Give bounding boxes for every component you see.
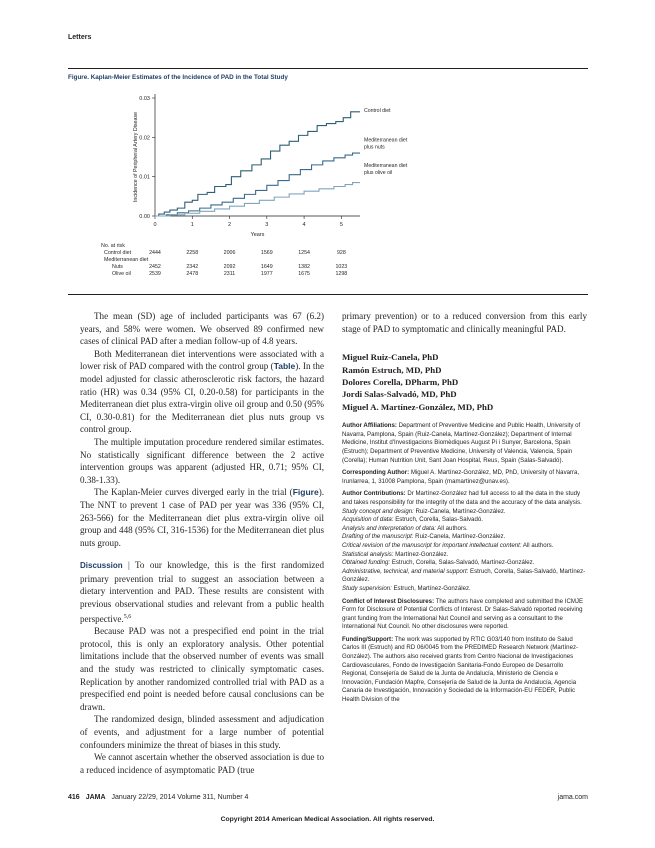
page-footer (68, 794, 248, 801)
issue-info: January 22/29, 2014 Volume 311, Number 4 (111, 794, 249, 801)
figure-title: Figure. Kaplan-Meier Estimates of the Incidence of PAD in the Total Study (68, 74, 288, 81)
reference-superscript: 5,6 (123, 613, 132, 620)
risk-table-value: 1649 (260, 264, 273, 270)
paragraph: The randomized design, blinded assessment and adjudication of events, and adjustment for a large number of potential confounders minimize the threat of biases in this study. (80, 714, 324, 750)
author-contributions: Author Contributions: Dr Martínez-González had full access to all the data in the study and takes responsibility for the integrity of the data and the accuracy of the data analysis. Study concept and design: Ruiz-Canela, Martínez-González. Acquisition of data: Estruch, Corella, Salas-Salvadó. Analysis and interpretation of data: All authors. Drafting of the manuscript: Ruiz-Canela, Martínez-González. Critical revision of the manuscript for important intellectual content: All authors. Statistical analysis: Martínez-González. Obtained funding: Estruch, Corella, Salas-Salvadó, Martínez-González. Administrative, technical, and material support: Estruch, Corella, Salas-Salvadó, Martínez-González. Study supervision: Estruch, Martínez-González. (342, 490, 586, 592)
contribution-item: Acquisition of data: Estruch, Corella, Salas-Salvadó. (342, 516, 483, 524)
contribution-item: Critical revision of the manuscript for important intellectual content: All authors. (342, 541, 554, 549)
paragraph: Discussion | To our knowledge, this is the first randomized primary prevention trial to suggest an association between a dietary intervention and PAD. These results are consistent with previous observational studies and relevant from a public health perspective.$^{5,6}$ (80, 560, 324, 624)
author-list (342, 351, 587, 413)
y-tick-label: 0.01 (139, 174, 150, 181)
x-tick-label: 0 (153, 222, 157, 228)
paragraph: The multiple imputation procedure rendered similar estimates. No statistically significant difference between the 2 active intervention groups was apparent (adjusted HR, 0.71; 95% CI, 0.38-1.33). (80, 436, 324, 485)
kaplan-meier-chart (68, 82, 588, 292)
section-label: Letters (68, 34, 92, 41)
risk-table-value: 2452 (149, 264, 161, 270)
risk-table-value: 2539 (149, 271, 161, 277)
right-column (342, 310, 587, 705)
paragraph: The Kaplan-Meier curves diverged early in the trial (Figure). The NNT to prevent 1 case of PAD per year was 336 (95% CI, 263-566) for the Mediterranean diet plus extra-virgin olive oil group and 448 (95% CI, 316-1536) for the Mediterranean diet plus nuts group. (80, 487, 324, 548)
risk-table-row-label: Mediterranean diet (104, 257, 149, 263)
figure-bottom-rule (68, 294, 588, 295)
risk-table-value: 2006 (223, 250, 236, 256)
risk-table-value: 1023 (335, 264, 348, 270)
risk-table-value: 1254 (298, 250, 310, 256)
risk-table-value: 1382 (298, 264, 310, 270)
risk-table-value: 1675 (298, 271, 310, 277)
y-axis-label: Incidence of Peripheral Artery Disease (133, 111, 139, 203)
x-tick-label: 2 (228, 222, 232, 228)
y-tick-label: 0.03 (139, 96, 150, 102)
y-tick-label: 0.00 (139, 214, 150, 220)
copyright-notice: Copyright 2014 American Medical Association. All rights reserved. (220, 816, 435, 823)
series-line (155, 112, 360, 216)
contribution-item: Analysis and interpretation of data: All authors. (342, 524, 468, 532)
paragraph: Both Mediterranean diet interventions were associated with a lower risk of PAD compared with the control group (Table). In the model adjusted for classic atherosclerotic risk factors, the hazard ratio (HR) was 0.34 (95% CI, 0.20-0.58) for participants in the Mediterranean diet plus extra-virgin olive oil group and 0.50 (95% CI, 0.30-0.81) for the Mediterranean diet plus nuts group vs control group. (80, 348, 324, 435)
x-tick-label: 1 (190, 222, 194, 228)
risk-table-value: 1977 (260, 271, 273, 277)
paragraph: primary prevention) or to a reduced conversion from this early stage of PAD to symptomatic and clinically meaningful PAD. (342, 311, 587, 334)
author-name: Dolores Corella, DPharm, PhD (342, 377, 459, 387)
contribution-item: Drafting of the manuscript: Ruiz-Canela, Martínez-González. (342, 533, 506, 541)
figure-link[interactable]: Figure (292, 487, 319, 498)
author-name: Ramón Estruch, MD, PhD (342, 364, 442, 375)
x-tick-label: 3 (265, 222, 269, 228)
paragraph: We cannot ascertain whether the observed association is due to a reduced incidence of asymptomatic PAD (true (80, 752, 324, 775)
author-affiliations: Author Affiliations: Department of Preventive Medicine and Public Health, University of Navarra, Pamplona, Spain (Ruiz-Canela, Martínez-González); Department of Internal Medicine, Institut d'Investigacions Biomèdiques August Pi i Sunyer, Barcelona, Spain (Estruch); Department of Preventive Medicine, University of Valencia, Valencia, Spain (Corella); Human Nutrition Unit, Sant Joan Hospital, Reus, Spain (Salas-Salvadó). (342, 422, 581, 464)
risk-table-value: 2478 (186, 271, 199, 277)
series-label: Mediterranean diet (364, 162, 408, 169)
risk-table-value: 2444 (149, 250, 161, 256)
journal-name: JAMA (85, 794, 106, 801)
left-column (80, 310, 324, 776)
contribution-item: Statistical analysis: Martínez-González. (342, 550, 449, 558)
risk-table-value: 2342 (186, 264, 199, 270)
series-line (155, 153, 360, 216)
x-tick-label: 5 (339, 222, 343, 228)
risk-table-value: 1569 (260, 250, 273, 256)
corresponding-author: Corresponding Author: Miguel A. Martínez-González, MD, PhD, University of Navarra, Irunlarrea, 1, 31008 Pamplona, Spain (mamartinez@unav.es). (342, 469, 580, 485)
paragraph: Because PAD was not a prespecified end point in the trial protocol, this is only an exploratory analysis. Other potential limitations include that the observed number of events was small and the study was restricted to clinically symptomatic cases. Replication by another randomized controlled trial with PAD as a prespecified end point is needed before causal conclusions can be drawn. (80, 626, 324, 712)
table-link[interactable]: Table (273, 361, 296, 372)
series-label: plus olive oil (364, 169, 393, 176)
risk-table-row-label: Olive oil (112, 271, 131, 277)
contribution-item: Administrative, technical, and material support: Estruch, Corella, Salas-Salvadó, Martínez-González. (342, 567, 586, 584)
author-name: Jordi Salas-Salvadó, MD, PhD (342, 389, 457, 400)
author-name: Miguel Ruiz-Canela, PhD (342, 352, 439, 363)
risk-table-value: 2311 (223, 271, 236, 277)
conflict-of-interest: Conflict of Interest Disclosures: The authors have completed and submitted the ICMJE Form for Disclosure of Potential Conflicts of Interest. Dr Salas-Salvadó reported receiving grant funding from the International Nut Council and serving as a consultant to the International Nut Council. No other disclosures were reported. (342, 597, 584, 631)
author-name: Miguel A. Martínez-González, MD, PhD (342, 401, 494, 412)
risk-table-value: 928 (336, 250, 346, 256)
series-label: plus nuts (364, 144, 385, 151)
contribution-item: Study supervision: Estruch, Martínez-González. (342, 584, 471, 592)
funding-support: Funding/Support: The work was supported by RTIC G03/140 from Instituto de Salud Carlos III (Estruch) and RD 06/0045 from the PREDIMED Research Network (Martínez-González). The authors also received grants from Centro Nacional de Investigaciones Cardiovasculares, Fondo de Investigación Sanitaria-Fondo Europeo de Desarrollo Regional, Consejería de Salud de la Junta de Andalucía, Ministerio de Ciencia e Innovación, Fundación Mapfre, Consejería de Salud de la Junta de Andalucía, Agencia Canaria de Investigación, Innovación y Sociedad de la Información-EU FEDER, Public Health Division of the (342, 635, 579, 704)
journal-site: jama.com (557, 794, 588, 801)
y-tick-label: 0.02 (139, 135, 150, 142)
contribution-item: Obtained funding: Estruch, Corella, Salas-Salvadó, Martínez-González. (342, 559, 535, 567)
series-line (155, 183, 360, 216)
risk-table-value: 2258 (186, 250, 199, 256)
risk-table-heading: No. at risk (101, 243, 125, 249)
figure-top-rule (68, 68, 588, 69)
risk-table-value: 1298 (335, 271, 348, 277)
risk-table-value: 2092 (223, 264, 236, 270)
paragraph: The mean (SD) age of included participants was 67 (6.2) years, and 58% were women. We observed 89 confirmed new cases of clinical PAD after a median follow-up of 4.8 years. (80, 311, 324, 347)
series-label: Mediterranean diet (364, 137, 408, 144)
discussion-heading: Discussion (80, 561, 123, 571)
risk-table-row-label: Nuts (112, 264, 123, 270)
series-label: Control diet (364, 107, 391, 114)
x-tick-label: 4 (302, 222, 306, 228)
risk-table-row-label: Control diet (104, 250, 132, 256)
x-axis-label: Years (250, 232, 265, 238)
page-number: 416 (68, 794, 80, 801)
contribution-item: Study concept and design: Ruiz-Canela, Martínez-González. (342, 507, 506, 515)
